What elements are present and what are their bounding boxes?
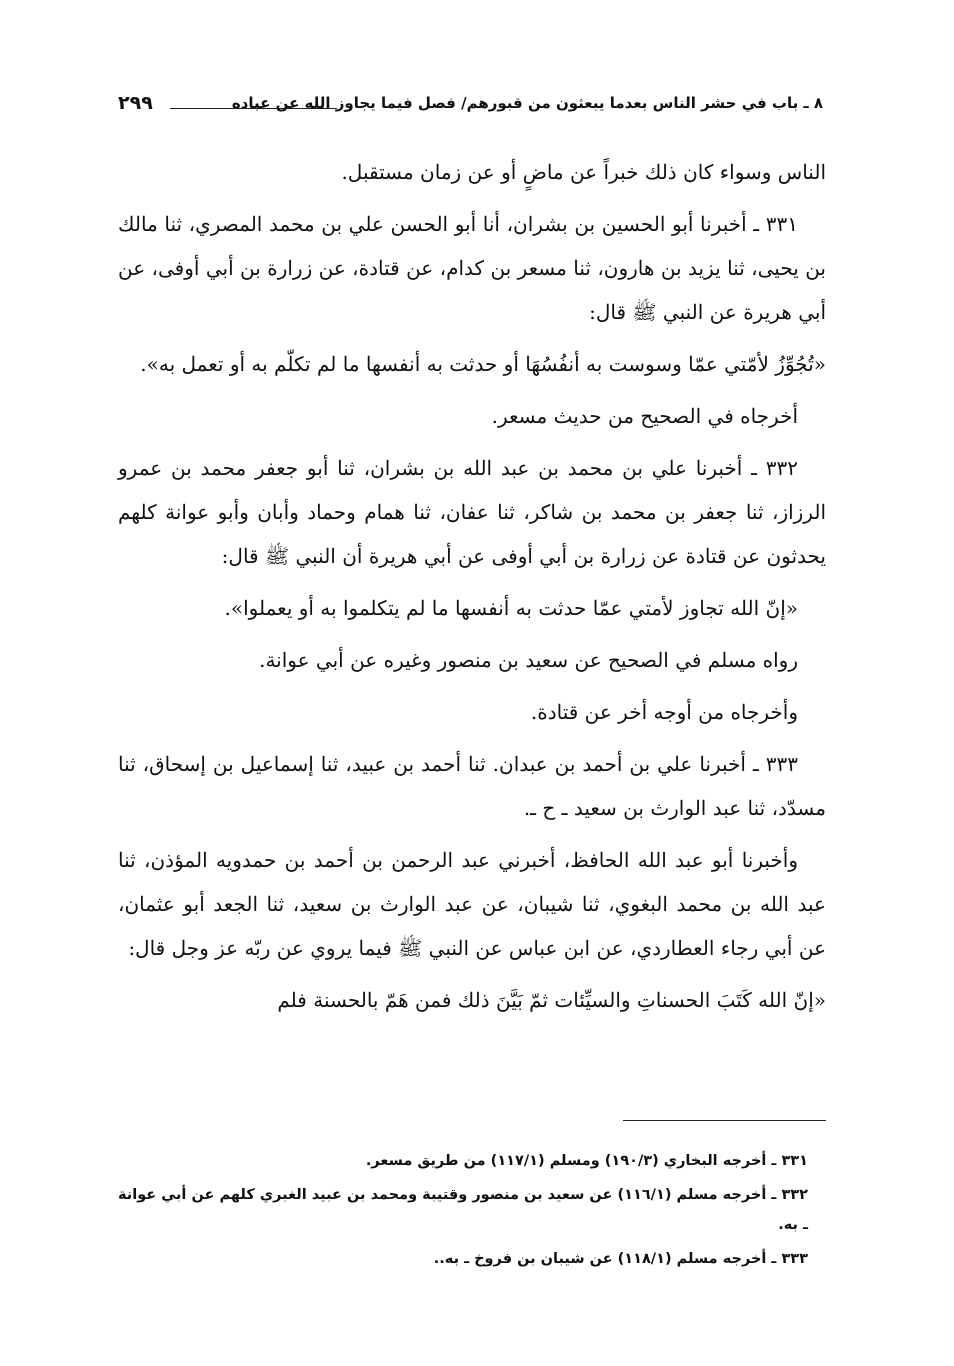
header-rule [170, 108, 337, 109]
hadith-332-note-2: وأخرجاه من أوجه أخر عن قتادة. [530, 700, 798, 724]
hadith-332-text: «إنّ الله تجاوز لأمتي عمّا حدثت به أنفسها ما لم يتكلموا به أو يعملوا». [224, 596, 798, 620]
hadith-333-isnad-2: وأخبرنا أبو عبد الله الحافظ، أخبرني عبد الرحمن بن أحمد بن حمدويه المؤذن، ثنا عبد الله بن محمد البغوي، ثنا شيبان، عن عبد الوارث بن سعيد، ثنا الجعد أبو عثمان، عن أبي رجاء العطاردي، عن ابن عباس عن النبي ﷺ فيما يروي عن ربّه عز وجل قال: [118, 848, 826, 960]
main-text [118, 150, 826, 1030]
footnote-331: ٣٣١ ـ أخرجه البخاري (١٩٠/٣) ومسلم (١١٧/١) من طريق مسعر. [365, 1153, 808, 1169]
page-number: ٢٩٩ [118, 92, 153, 114]
hadith-333-text: «إنّ الله كَتَبَ الحسناتِ والسيِّئات ثمّ بَيَّنَ ذلك فمن هَمّ بالحسنة فلم [277, 988, 826, 1012]
paragraph-continuation: الناس وسواء كان ذلك خبراً عن ماضٍ أو عن زمان مستقبل. [341, 160, 826, 184]
footnote-332: ٣٣٢ ـ أخرجه مسلم (١١٦/١) عن سعيد بن منصور وقتيبة ومحمد بن عبيد الغبري كلهم عن أبي عوانة ـ به. [118, 1187, 808, 1233]
hadith-332-note-1: رواه مسلم في الصحيح عن سعيد بن منصور وغيره عن أبي عوانة. [259, 648, 798, 672]
chapter-title: ٨ ـ باب في حشر الناس بعدما يبعثون من قبورهم/ فصل فيما يجاوز الله عن عباده [231, 94, 823, 112]
running-header [118, 92, 823, 122]
footnotes [118, 1146, 808, 1278]
hadith-333-isnad-1: ٣٣٣ ـ أخبرنا علي بن أحمد بن عبدان. ثنا أحمد بن عبيد، ثنا إسماعيل بن إسحاق، ثنا مسدّد، ثنا عبد الوارث بن سعيد ـ ح ـ. [118, 752, 826, 820]
footnote-333: ٣٣٣ ـ أخرجه مسلم (١١٨/١) عن شيبان بن فروخ ـ به.. [433, 1251, 808, 1267]
footnote-separator [623, 1120, 826, 1121]
hadith-331-isnad: ٣٣١ ـ أخبرنا أبو الحسين بن بشران، أنا أبو الحسن علي بن محمد المصري، ثنا مالك بن يحيى، ثنا يزيد بن هارون، ثنا مسعر بن كدام، عن قتادة، عن زرارة بن أبي أوفى، عن أبي هريرة عن النبي ﷺ قال: [118, 212, 826, 324]
hadith-332-isnad: ٣٣٢ ـ أخبرنا علي بن محمد بن عبد الله بن بشران، ثنا أبو جعفر محمد بن عمرو الرزاز، ثنا جعفر بن محمد بن شاكر، ثنا عفان، ثنا همام وحماد وأبان وأبو عوانة كلهم يحدثون عن قتادة عن زرارة بن أبي أوفى عن أبي هريرة أن النبي ﷺ قال: [118, 456, 826, 568]
hadith-331-note: أخرجاه في الصحيح من حديث مسعر. [491, 404, 798, 428]
hadith-331-text: «تُجُوِّزُ لأمّتي عمّا وسوست به أنفُسُهَا أو حدثت به أنفسها ما لم تكلّم به أو تعمل به». [140, 352, 826, 376]
